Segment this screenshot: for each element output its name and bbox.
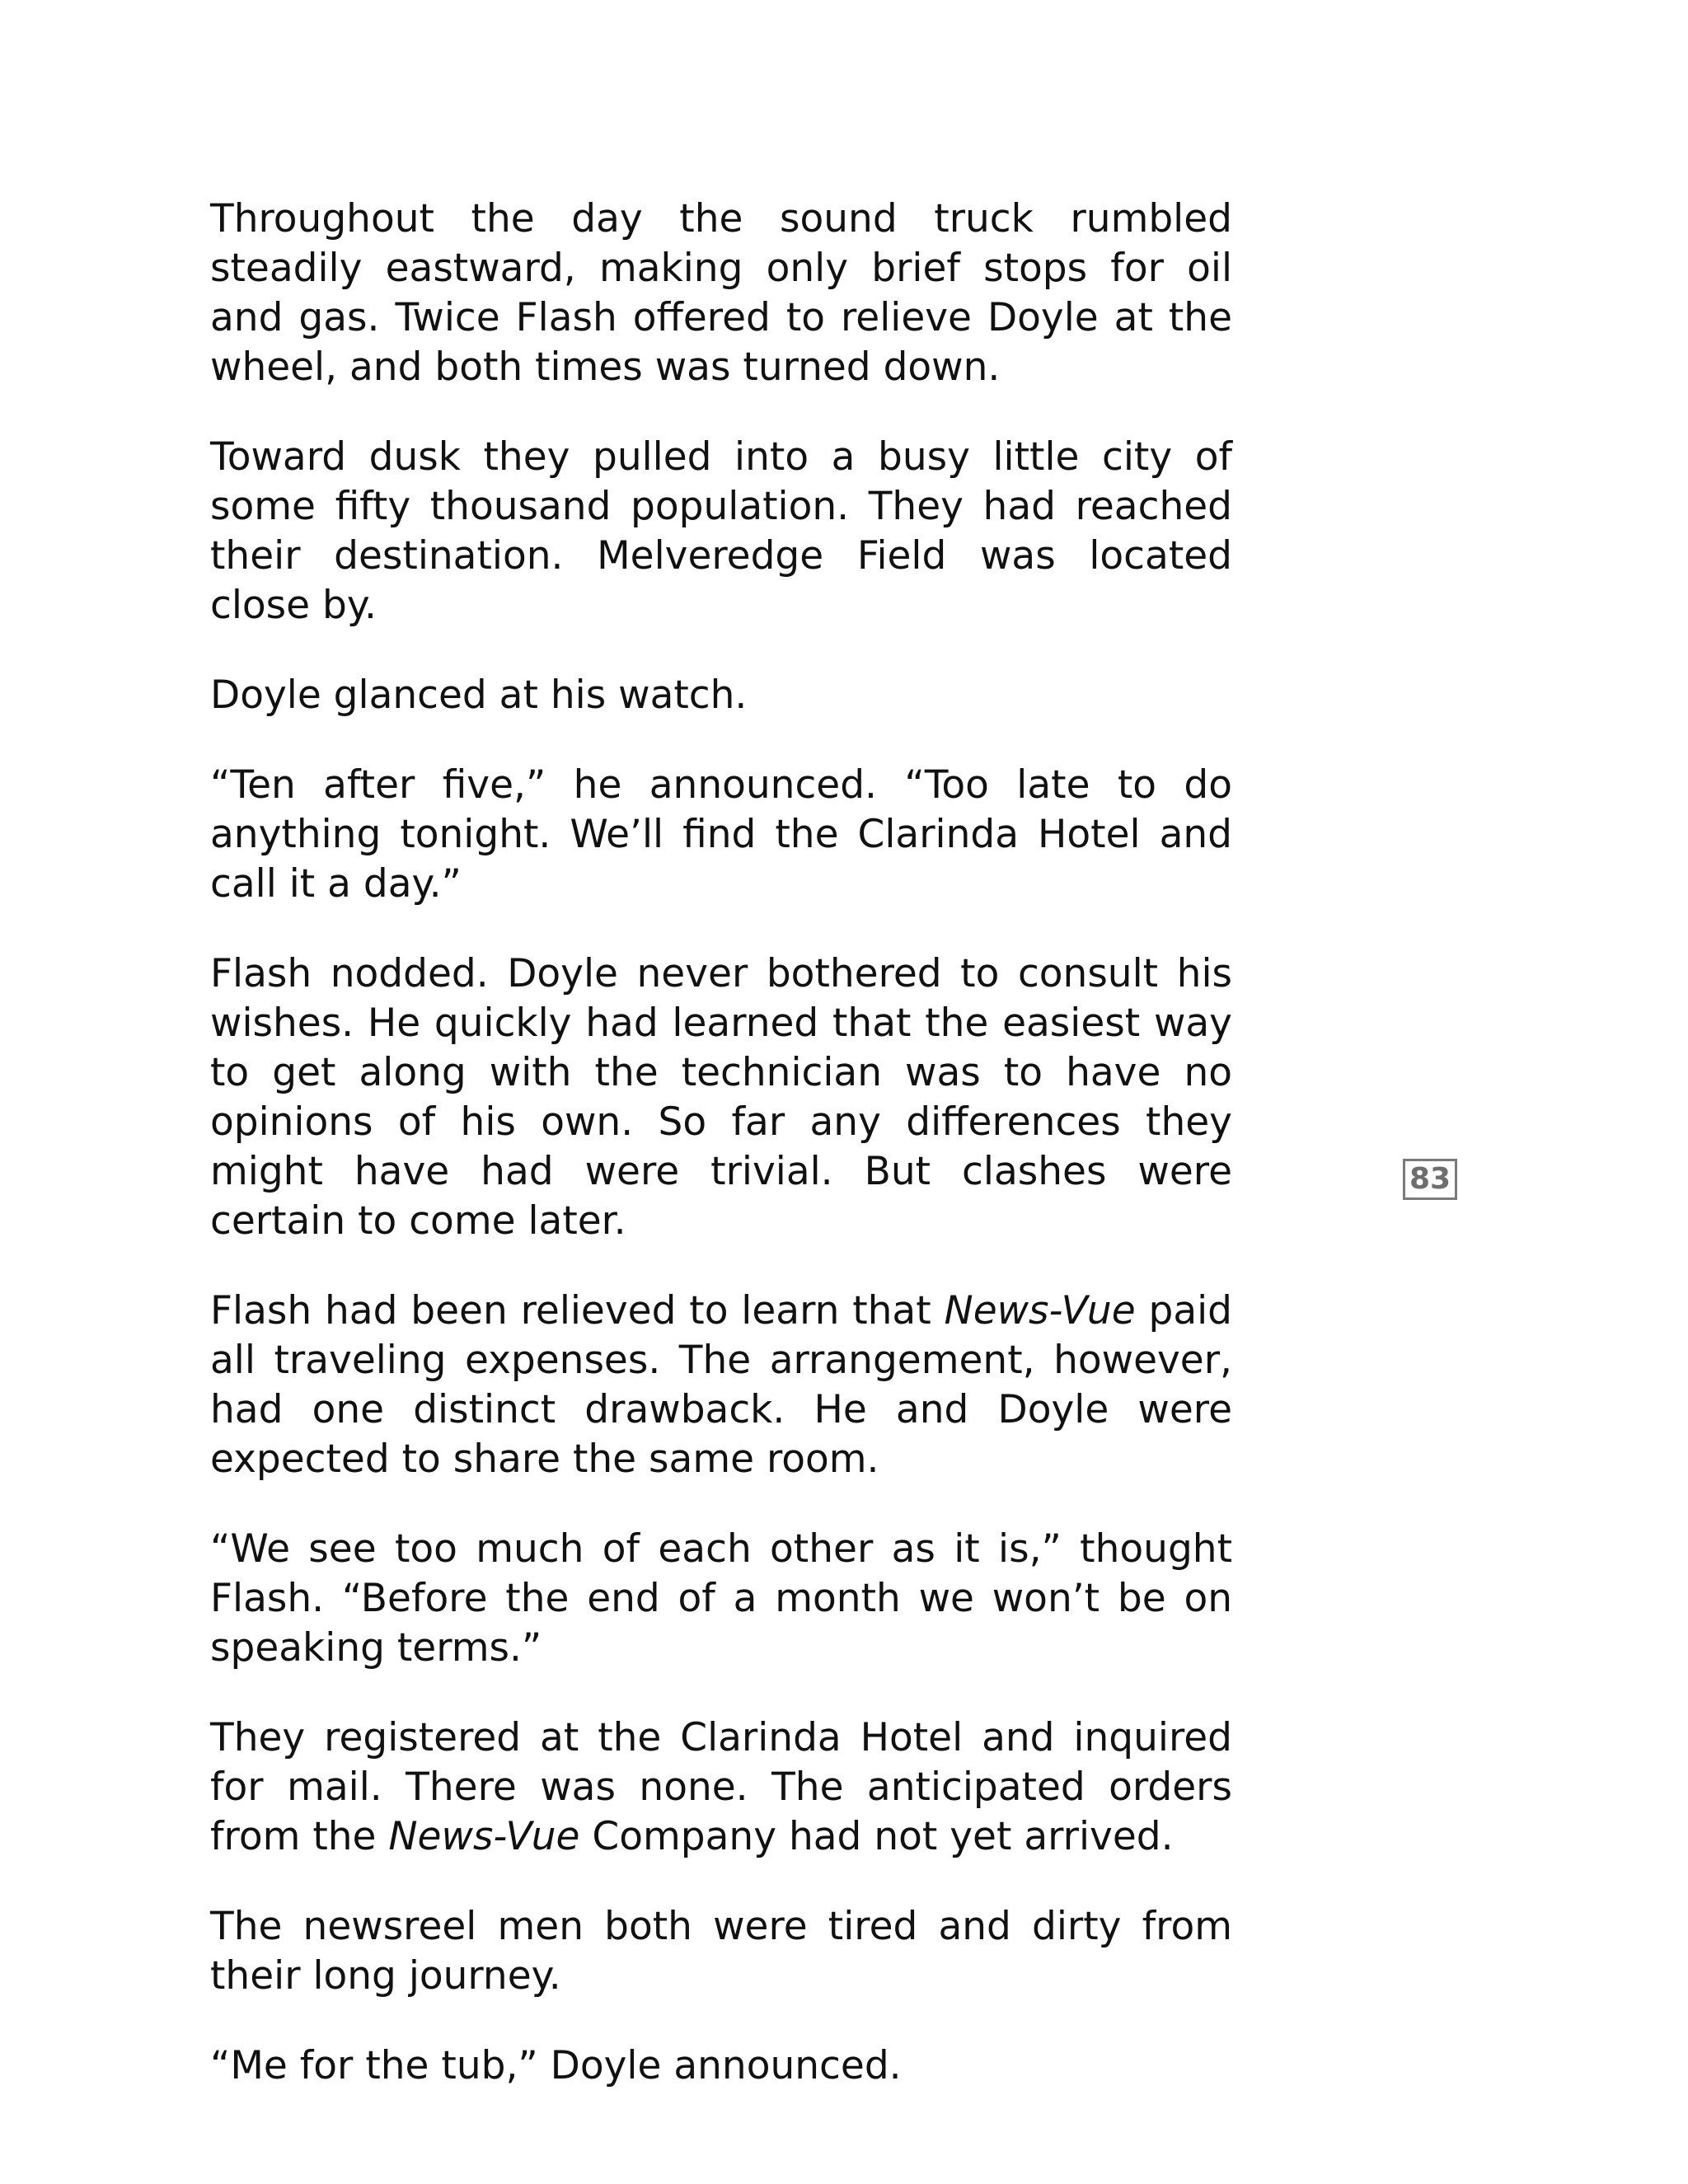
body-text: [210, 194, 1232, 2091]
paragraph-8: [210, 1713, 1232, 1862]
paragraph-1: Throughout the day the sound truck rumbled steadily eastward, making only brief stops for oil and gas. Twice Flash offered to relieve Doyle at the wheel, and both times was turned down.: [210, 196, 1232, 390]
paragraph-2: Toward dusk they pulled into a busy little city of some fifty thousand population. They had reached their destination. Melveredge Field was located close by.: [210, 434, 1232, 628]
paragraph-8-text-after: Company had not yet arrived.: [579, 1814, 1174, 1859]
paragraph-8-italic-title: News-Vue: [388, 1814, 580, 1859]
paragraph-6: [210, 1286, 1232, 1484]
paragraph-10: “Me for the tub,” Doyle announced.: [210, 2043, 902, 2088]
paragraph-5: Flash nodded. Doyle never bothered to consult his wishes. He quickly had learned that the easiest way to get along with the technician was to have no opinions of his own. So far any differences they might have had were trivial. But clashes were certain to come later.: [210, 951, 1232, 1244]
page-number-badge: 83: [1403, 1159, 1457, 1200]
paragraph-9: The newsreel men both were tired and dirty from their long journey.: [210, 1904, 1232, 1999]
paragraph-4: “Ten after five,” he announced. “Too late to do anything tonight. We’ll find the Clarinda Hotel and call it a day.”: [210, 762, 1232, 907]
paragraph-6-text-before: Flash had been relieved to learn that: [210, 1288, 945, 1333]
paragraph-7: “We see too much of each other as it is,” thought Flash. “Before the end of a month we won’t be on speaking terms.”: [210, 1526, 1232, 1671]
paragraph-6-text-after: paid all traveling expenses. The arrangement, however, had one distinct drawback. He and Doyle were expected to share the same room.: [210, 1288, 1233, 1482]
paragraph-3: Doyle glanced at his watch.: [210, 673, 748, 718]
paragraph-8-text-before: They registered at the Clarinda Hotel and inquired for mail. There was none. The anticipated orders from the: [210, 1715, 1232, 1859]
paragraph-6-italic-title: News-Vue: [944, 1288, 1136, 1333]
